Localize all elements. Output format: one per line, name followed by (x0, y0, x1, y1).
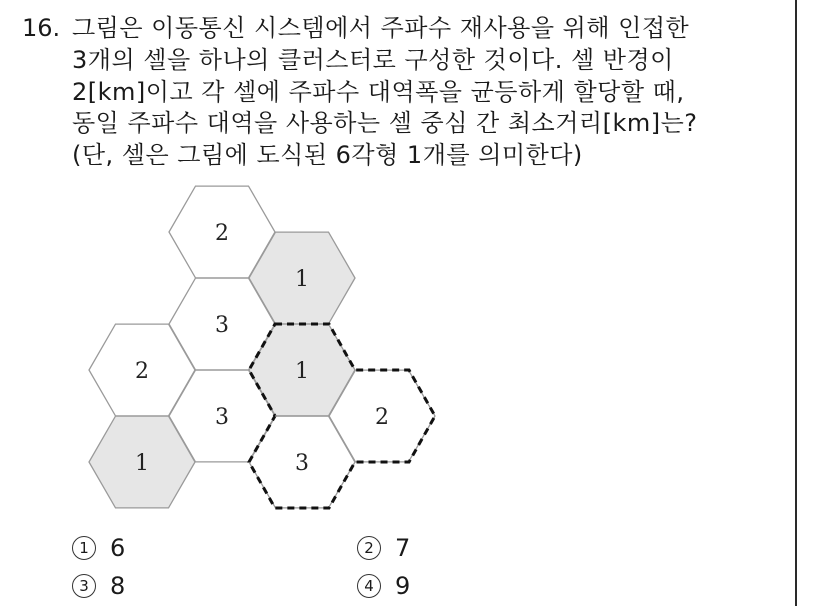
question-text-line-5: (단, 셀은 그림에 도식된 6각형 1개를 의미한다) (72, 141, 583, 169)
choice-1-marker: 1 (72, 536, 96, 560)
cell-label: 3 (215, 313, 229, 338)
cell-label: 1 (135, 451, 149, 476)
choice-3[interactable] (72, 571, 125, 601)
question-number: 16. (22, 14, 61, 42)
choice-3-marker: 3 (72, 574, 96, 598)
question-text-line-4: 동일 주파수 대역을 사용하는 셀 중심 간 최소거리[km]는? (72, 109, 698, 137)
choice-1-text: 6 (110, 534, 126, 562)
choice-1[interactable] (72, 533, 125, 563)
question-text-line-2: 3개의 셀을 하나의 클러스터로 구성한 것이다. 셀 반경이 (72, 46, 674, 74)
cell-label: 2 (135, 359, 149, 384)
question-text-line-3: 2[km]이고 각 셀에 주파수 대역폭을 균등하게 할당할 때, (72, 78, 685, 106)
choice-2-marker: 2 (357, 536, 381, 560)
choice-2[interactable] (357, 533, 410, 563)
cell-label: 3 (215, 405, 229, 430)
choice-4-text: 9 (395, 572, 411, 600)
cell-label: 1 (295, 359, 309, 384)
cell-label: 2 (215, 221, 229, 246)
choice-3-text: 8 (110, 572, 126, 600)
choice-4[interactable] (357, 571, 410, 601)
cell-label: 3 (295, 451, 309, 476)
choice-2-text: 7 (395, 534, 411, 562)
cell-label: 2 (375, 405, 389, 430)
question-text-line-1: 그림은 이동통신 시스템에서 주파수 재사용을 위해 인접한 (72, 14, 690, 42)
cell-label: 1 (295, 267, 309, 292)
choice-4-marker: 4 (357, 574, 381, 598)
